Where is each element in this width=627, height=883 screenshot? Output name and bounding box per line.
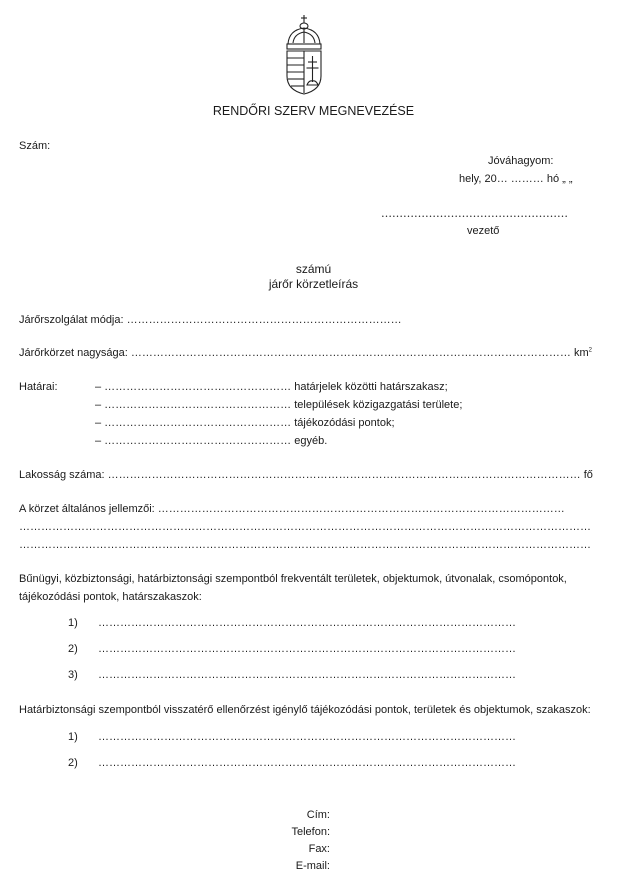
border-item: – …………………………………………… települések közigazgatási területe; <box>95 399 463 411</box>
organization-name: RENDŐRI SZERV MEGNEVEZÉSE <box>212 104 415 118</box>
general-characteristics-line: ………………………………………………………………………………………………………………………………………… <box>19 521 591 533</box>
document-title: járőr körzetleírás <box>268 277 359 291</box>
signature-line: …………………………………………… <box>381 207 568 220</box>
border-item: – …………………………………………… egyéb. <box>95 435 328 447</box>
list-item-line: …………………………………………………………………………………………………… <box>98 669 516 681</box>
footer-email: E-mail: <box>295 860 330 872</box>
coat-of-arms-icon <box>279 14 329 96</box>
list-item-number: 3) <box>68 669 78 681</box>
section1-heading-cont: tájékozódási pontok, határszakaszok: <box>19 591 202 603</box>
list-item-line: …………………………………………………………………………………………………… <box>98 617 516 629</box>
section1-heading: Bűnügyi, közbiztonsági, határbiztonsági szempontból frekventált területek, objektumok, útvonalak, csomópontok, <box>19 573 567 585</box>
list-item-line: …………………………………………………………………………………………………… <box>98 731 516 743</box>
footer-phone: Telefon: <box>291 826 330 838</box>
unit-superscript: 2 <box>588 347 592 354</box>
list-item-line: …………………………………………………………………………………………………… <box>98 757 516 769</box>
section2-heading: Határbiztonsági szempontból visszatérő ellenőrzést igénylő tájékozódási pontok, területek és objektumok, szakaszok: <box>19 704 591 716</box>
patrol-mode-field: Járőrszolgálat módja: ………………………………………………………………… <box>19 314 402 326</box>
list-item-line: …………………………………………………………………………………………………… <box>98 643 516 655</box>
approval-label: Jóváhagyom: <box>488 155 554 167</box>
border-item: – …………………………………………… határjelek közötti határszakasz; <box>95 381 448 393</box>
general-characteristics-line: ………………………………………………………………………………………………………………………………………… <box>19 539 591 551</box>
population-field: Lakosság száma: ………………………………………………………………………………………………………………… fő <box>19 469 593 481</box>
signature-caption: vezető <box>467 225 500 237</box>
patrol-area-size-field <box>19 347 592 359</box>
general-characteristics-field: A körzet általános jellemzői: ………………………………………………………………………………………………… <box>19 503 565 515</box>
borders-label: Határai: <box>19 381 58 393</box>
patrol-area-size-text: Járőrkörzet nagysága: ………………………………………………………………………………………………………… km <box>19 347 589 359</box>
border-item: – …………………………………………… tájékozódási pontok; <box>95 417 395 429</box>
list-item-number: 2) <box>68 643 78 655</box>
document-number: számú <box>295 262 332 276</box>
list-item-number: 2) <box>68 757 78 769</box>
list-item-number: 1) <box>68 731 78 743</box>
number-label: Szám: <box>19 140 51 152</box>
footer-fax: Fax: <box>308 843 330 855</box>
footer-address: Cím: <box>306 809 330 821</box>
approval-date-line: hely, 20… ……… hó „ „ <box>459 173 573 185</box>
list-item-number: 1) <box>68 617 78 629</box>
